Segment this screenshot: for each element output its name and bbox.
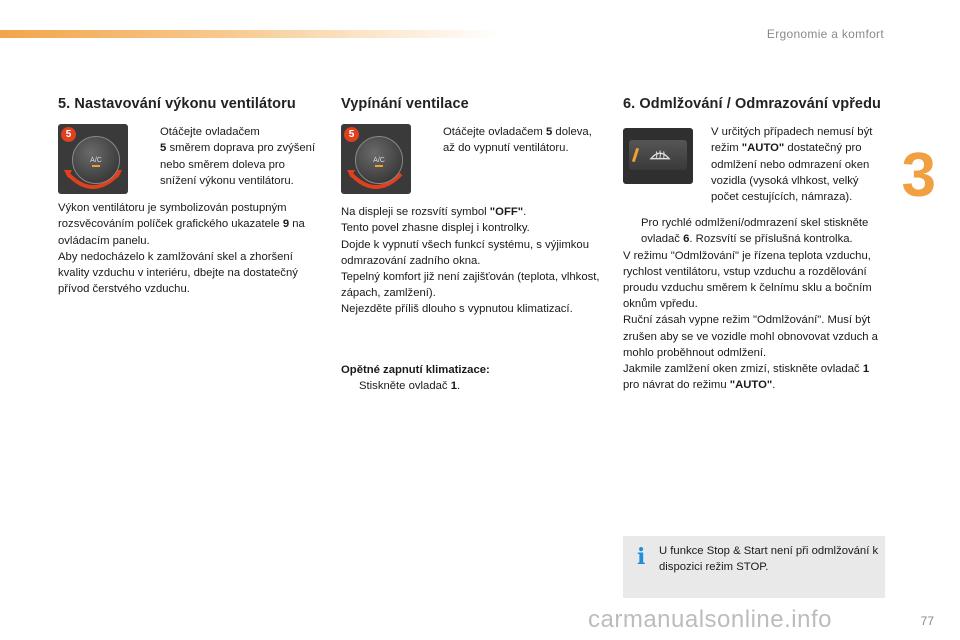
bullet-item [341,378,603,394]
watermark: carmanualsonline.info [588,606,832,633]
knob-label: A/C [373,157,385,165]
callout-badge: 5 [61,127,76,142]
windscreen-defrost-icon [649,146,671,164]
fan-knob [72,136,120,184]
control-number: 6 [683,233,690,246]
control-number: 1 [862,363,870,376]
chapter-number: 3 [901,141,936,210]
text-run: Jakmile zamlžení oken zmizí, stiskněte ovladač [623,363,860,376]
paragraph: Dojde k vypnutí všech funkcí systému, s výjimkou odmrazování zadního okna. [341,238,589,267]
bold-term: "OFF" [489,206,524,219]
info-icon: i [637,544,646,570]
text-run: na ovládacím panelu. [58,218,305,247]
paragraph [58,200,324,249]
bullet-text [641,215,887,247]
text-run: . [523,206,527,219]
info-note [623,536,885,598]
bold-term: "AUTO" [729,379,773,392]
control-number: 5 [545,126,553,139]
bullet-item [425,124,603,156]
bullet-icon [623,215,641,247]
fan-knob-image [58,124,128,194]
text-run: Stiskněte ovladač [359,379,448,392]
knob-label: A/C [90,157,102,165]
paragraph: Ruční zásah vypne režim "Odmlžování". Musí být zrušen aby se ve vozidle mohl obnovovat vzduch a mohlo proběhnout odmlžení. [623,314,878,359]
paragraph: Aby nedocházelo k zamlžování skel a zhoršení kvality vzduchu v interiéru, dbejte na dostatečný přívod čerstvého vzduchu. [58,250,298,296]
bullet-icon [142,124,160,189]
knob-led [375,165,383,167]
bullet-text [443,124,603,156]
paragraph [341,204,603,220]
header-accent-bar [0,30,500,38]
restart-heading: Opětné zapnutí klimatizace: [341,363,490,376]
section-title: Ergonomie a komfort [766,27,884,41]
bullet-item [142,124,324,189]
defrost-button-image [623,128,693,184]
info-text: U funkce Stop & Start není při odmlžování k dispozici režim STOP. [659,545,879,573]
text-run: . [456,379,461,392]
heading-ventilation-off: Vypínání ventilace [341,96,469,112]
text-run: pro návrat do režimu [623,379,727,392]
page-number: 77 [920,614,934,628]
bullet-item [623,215,887,247]
paragraph: Tento povel zhasne displej i kontrolky. [341,222,530,235]
paragraph: Nejezděte příliš dlouho s vypnutou klimatizací. [341,303,573,316]
paragraph [623,361,887,393]
control-number: 9 [282,218,290,231]
fan-knob-row [58,124,324,194]
bullet-icon [341,378,359,394]
text-run: směrem doprava pro zvýšení nebo směrem doleva pro snížení výkonu ventilátoru. [160,142,316,187]
text-run: Pro rychlé odmlžení/odmrazení skel stiskněte ovladač [641,217,869,246]
text-run: dostatečný pro odmlžení nebo odmrazení oken vozidla (vysoká vlhkost, velký počet cestujících, námraza). [711,142,870,204]
paragraph: Tepelný komfort již není zajišťován (teplota, vlhkost, zápach, zamlžení). [341,271,600,300]
heading-defrost: 6. Odmlžování / Odmrazování vpředu [623,96,882,112]
text-run: Výkon ventilátoru je symbolizován postupným rozsvěcováním políček grafického ukazatele [58,202,287,231]
text-run: . [772,379,776,392]
bullet-text [359,378,460,394]
text-run: doleva, až do vypnutí ventilátoru. [443,126,592,155]
text-run: Otáčejte ovladačem [160,126,260,139]
text-run: . Rozsvítí se příslušná kontrolka. [689,233,853,246]
column-defrost [623,96,887,393]
knob-led [92,165,100,167]
text-run: V určitých případech nemusí být režim [711,126,873,155]
fan-knob-image [341,124,411,194]
bullet-text [160,124,324,189]
defrost-row [623,124,887,205]
bold-term: "AUTO" [741,142,785,155]
fan-knob-row [341,124,603,194]
column-fan-speed [58,96,324,297]
paragraph: V režimu "Odmlžování" je řízena teplota vzduchu, rychlost ventilátoru, vstup vzduchu a rozdělování proudu vzduchu směrem k čelnímu sklu a bočním oknům vpředu. [623,249,872,311]
text-run: Na displeji se rozsvítí symbol [341,206,487,219]
callout-badge: 5 [344,127,359,142]
fan-knob [355,136,403,184]
heading-fan-speed: 5. Nastavování výkonu ventilátoru [58,96,296,112]
text-run: Otáčejte ovladačem [443,126,543,139]
control-number: 1 [450,379,457,392]
control-number: 5 [160,142,167,155]
bullet-icon [425,124,443,156]
column-ventilation-off [341,96,603,394]
intro-text [711,124,887,205]
